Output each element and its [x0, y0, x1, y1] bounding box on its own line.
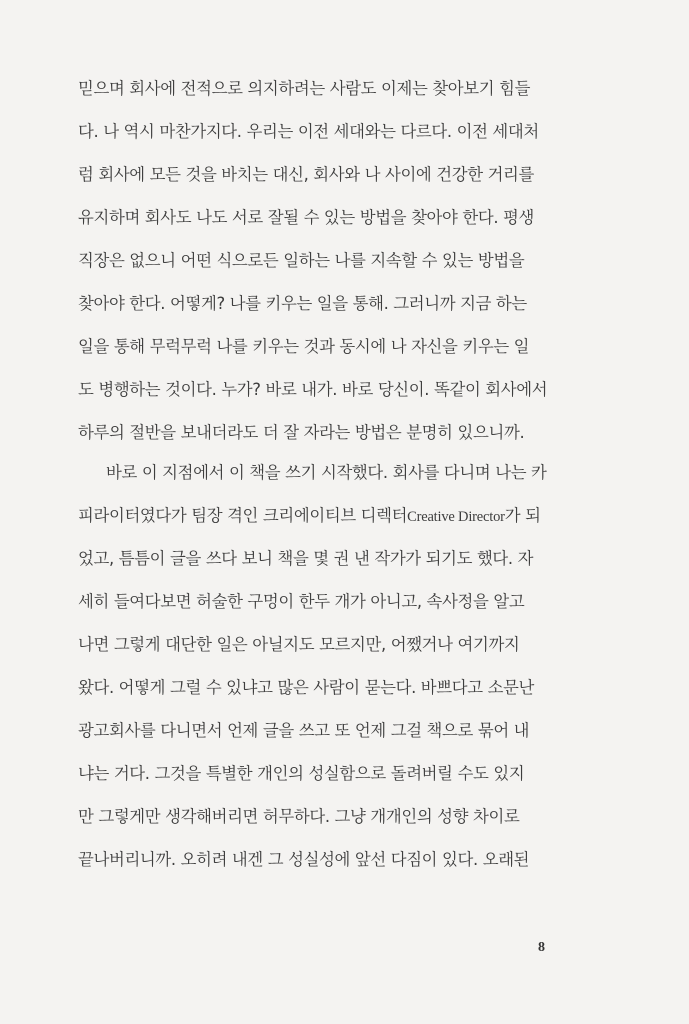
- text-line: 광고회사를 다니면서 언제 글을 쓰고 또 언제 그걸 책으로 묶어 내: [78, 721, 530, 740]
- english-term: Creative Director: [407, 509, 505, 525]
- text-line: 하루의 절반을 보내더라도 더 잘 자라는 방법은 분명히 있으니까.: [78, 423, 525, 442]
- text-line: 끝나버리니까. 오히려 내겐 그 성실성에 앞선 다짐이 있다. 오래된: [78, 850, 530, 869]
- page-number: 8: [538, 940, 545, 955]
- text-line: 직장은 없으니 어떤 식으로든 일하는 나를 지속할 수 있는 방법을: [78, 251, 525, 270]
- text-line: 믿으며 회사에 전적으로 의지하려는 사람도 이제는 찾아보기 힘들: [78, 79, 531, 98]
- text-line-ko-part: 피라이터였다가 팀장 격인 크리에이티브 디렉터: [78, 506, 408, 525]
- text-line: 다. 나 역시 마찬가지다. 우리는 이전 세대와는 다르다. 이전 세대처: [78, 122, 539, 141]
- text-line: 유지하며 회사도 나도 서로 잘될 수 있는 방법을 찾아야 한다. 평생: [78, 208, 535, 227]
- text-line: 었고, 틈틈이 글을 쓰다 보니 책을 몇 권 낸 작가가 되기도 했다. 자: [78, 549, 534, 568]
- text-line: 냐는 거다. 그것을 특별한 개인의 성실함으로 돌려버릴 수도 있지: [78, 764, 525, 783]
- text-line: 도 병행하는 것이다. 누가? 바로 내가. 바로 당신이. 똑같이 회사에서: [78, 380, 548, 399]
- text-line: [78, 505, 541, 528]
- text-line: 찾아야 한다. 어떻게? 나를 키우는 일을 통해. 그러니까 지금 하는: [78, 294, 527, 313]
- text-line-ko-part: 가 되: [504, 506, 541, 525]
- text-line: 세히 들여다보면 허술한 구멍이 한두 개가 아니고, 속사정을 알고: [78, 592, 525, 611]
- text-line: 왔다. 어떻게 그럴 수 있냐고 많은 사람이 묻는다. 바쁘다고 소문난: [78, 678, 535, 697]
- text-line: 만 그렇게만 생각해버리면 허무하다. 그냥 개개인의 성향 차이로: [78, 807, 520, 826]
- text-line: 일을 통해 무럭무럭 나를 키우는 것과 동시에 나 자신을 키우는 일: [78, 337, 530, 356]
- text-line: 럼 회사에 모든 것을 바치는 대신, 회사와 나 사이에 건강한 거리를: [78, 165, 535, 184]
- text-line: 바로 이 지점에서 이 책을 쓰기 시작했다. 회사를 다니며 나는 카: [106, 463, 547, 482]
- text-line: 나면 그렇게 대단한 일은 아닐지도 모르지만, 어쨌거나 여기까지: [78, 635, 520, 654]
